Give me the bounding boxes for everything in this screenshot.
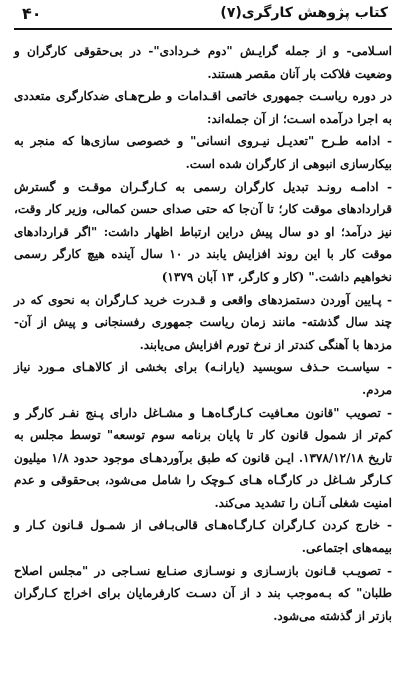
body-text bbox=[14, 40, 392, 627]
paragraph-4: - ادامـه رونـد تبدیل کارگران رسمی به کـارگـران موقـت و گسترش قراردادهای موقت کار؛ تا آن‌جا که حتی صدای حسن کمالی، وزیر کار وقت، نیز درآمد؛ او دو سال پیش دراین ارتباط اظهار داشت: "اگر قراردادهای موقت کار با این روند افزایش یابند در ۱۰ سال آینده هیچ کارگر رسمی نخواهیم داشت." (کار و کارگر، ۱۳ آبان ۱۳۷۹) bbox=[14, 179, 392, 284]
page-number: ۴۰ bbox=[22, 4, 42, 23]
paragraph-9: - تصویـب قـانون بازسـازی و نوسـازی صنـایع نسـاجی در "مجلس اصلاح طلبان" که بـه‌موجب بند د از آن دسـت کارفرمایان برای اخراج کـارگران بازتر از گذشته می‌شود. bbox=[14, 563, 392, 623]
paragraph-3: - ادامه طـرح "تعدیـل نیـروی انسانی" و خصوصی سازی‌ها که منجر به بیکارسازی انبوهی از کارگران شده است. bbox=[14, 134, 392, 171]
paragraph-1: اسـلامی- و از جمله گرایـش "دوم خـردادی"- در بی‌حقوقی کارگران و وضعیت فلاکت بار آنان مقصر هستند. bbox=[14, 44, 392, 81]
page-header bbox=[14, 4, 392, 30]
paragraph-2: در دوره ریاسـت جمهوری خاتمی اقـدامات و طرح‌هـای ضدکارگری متعددی به اجرا درآمده اسـت؛ از آن جمله‌اند: bbox=[14, 89, 392, 126]
book-title: کتاب پژوهش کارگری(۷) bbox=[220, 5, 388, 21]
paragraph-8: - خارج کردن کـارگران کـارگـاه‌هـای قالی‌بـافی از شمـول قـانون کـار و بیمه‌های اجتماعی. bbox=[14, 518, 392, 556]
paragraph-6: - سیاسـت حـذف سوبسید (یارانـه) برای بخشی از کالاهـای مـورد نیاز مردم. bbox=[14, 360, 392, 397]
paragraph-5: - پـایین آوردن دستمزدهای واقعی و قـدرت خرید کـارگران به نحوی که در چند سال گذشته- مانند زمان ریاست جمهوری رفسنجانی و پیش از آن- مزدها با آهنگی کندتر از نرخ تورم افزایش می‌یابند. bbox=[14, 292, 392, 352]
paragraph-7: - تصویب "قانون معـافیت کـارگـاه‌هـا و مشـاغل دارای پـنج نفـر کارگر و کم‌تر از شمول قانون کار تا پایان برنامه سوم توسعه" توسط مجلس به تاریخ ۱۳۷۸/۱۲/۱۸. ایـن قانون که طبق برآوردهـای موجود حدود ۱/۸ میلیون کـارگر شـاغل در کارگـاه‌ هـای کـوچک را شامل می‌شود، بی‌حقوقی و عدم امنیت شغلی آنـان را تشدید می‌کند. bbox=[14, 405, 392, 510]
